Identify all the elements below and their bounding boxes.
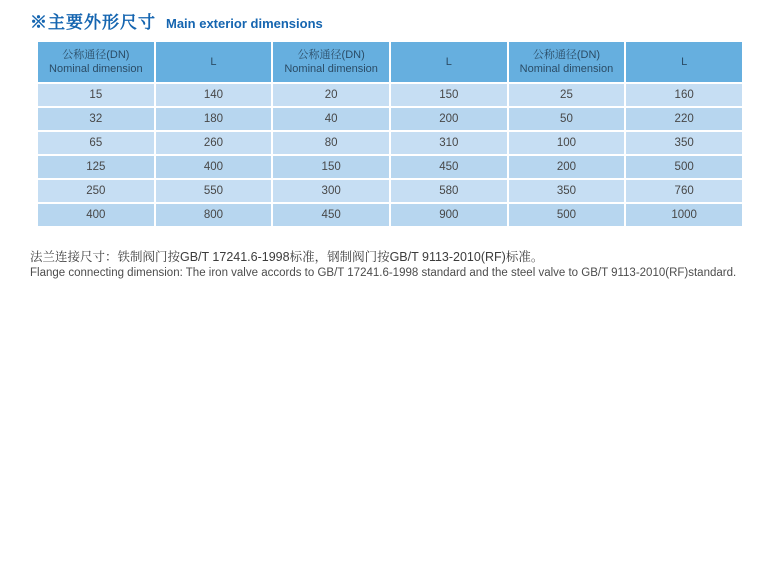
header-cell-nominal bbox=[272, 41, 390, 83]
table-cell: 32 bbox=[37, 107, 155, 131]
table-cell: 310 bbox=[390, 131, 508, 155]
table-cell: 500 bbox=[508, 203, 626, 227]
table-row bbox=[37, 83, 743, 107]
table-cell: 760 bbox=[625, 179, 743, 203]
table-cell: 450 bbox=[390, 155, 508, 179]
table-cell: 900 bbox=[390, 203, 508, 227]
section-title-english: Main exterior dimensions bbox=[166, 16, 323, 31]
header-label-en: Nominal dimension bbox=[284, 63, 378, 75]
footnote-english: Flange connecting dimension: The iron valve accords to GB/T 17241.6-1998 standard and the steel valve to GB/T 9113-2010(RF)standard. bbox=[30, 267, 737, 279]
header-cell-nominal bbox=[508, 41, 626, 83]
header-label-cn: 公称通径(DN) bbox=[297, 49, 365, 61]
table-cell: 350 bbox=[508, 179, 626, 203]
table-row bbox=[37, 155, 743, 179]
table-cell: 1000 bbox=[625, 203, 743, 227]
table-cell: 160 bbox=[625, 83, 743, 107]
flange-footnote bbox=[30, 249, 760, 281]
table-cell: 550 bbox=[155, 179, 273, 203]
table-cell: 140 bbox=[155, 83, 273, 107]
table-cell: 500 bbox=[625, 155, 743, 179]
dimensions-table bbox=[36, 40, 744, 228]
table-cell: 450 bbox=[272, 203, 390, 227]
table-cell: 15 bbox=[37, 83, 155, 107]
table-row bbox=[37, 107, 743, 131]
table-cell: 80 bbox=[272, 131, 390, 155]
table-header-row bbox=[37, 41, 743, 83]
table-cell: 400 bbox=[155, 155, 273, 179]
header-cell-nominal bbox=[37, 41, 155, 83]
table-cell: 150 bbox=[272, 155, 390, 179]
table-cell: 40 bbox=[272, 107, 390, 131]
header-label-l: L bbox=[445, 56, 452, 68]
table-cell: 400 bbox=[37, 203, 155, 227]
table-cell: 180 bbox=[155, 107, 273, 131]
table-cell: 350 bbox=[625, 131, 743, 155]
table-cell: 25 bbox=[508, 83, 626, 107]
section-title bbox=[30, 8, 323, 33]
table-cell: 250 bbox=[37, 179, 155, 203]
table-cell: 300 bbox=[272, 179, 390, 203]
table-row bbox=[37, 203, 743, 227]
footnote-chinese: 法兰连接尺寸：铁制阀门按GB/T 17241.6-1998标准，钢制阀门按GB/T 9113-2010(RF)标准。 bbox=[30, 250, 544, 264]
header-label-en: Nominal dimension bbox=[519, 63, 614, 75]
table-cell: 100 bbox=[508, 131, 626, 155]
header-label-l: L bbox=[681, 56, 688, 68]
table-cell: 200 bbox=[508, 155, 626, 179]
header-cell-l bbox=[390, 41, 508, 83]
table-cell: 580 bbox=[390, 179, 508, 203]
table-cell: 50 bbox=[508, 107, 626, 131]
table-cell: 125 bbox=[37, 155, 155, 179]
header-label-l: L bbox=[210, 56, 217, 68]
table-cell: 260 bbox=[155, 131, 273, 155]
table-cell: 800 bbox=[155, 203, 273, 227]
table-cell: 200 bbox=[390, 107, 508, 131]
table-header bbox=[37, 41, 743, 83]
section-title-chinese: ※主要外形尺寸 bbox=[30, 13, 156, 32]
table-cell: 150 bbox=[390, 83, 508, 107]
table-row bbox=[37, 179, 743, 203]
table-cell: 220 bbox=[625, 107, 743, 131]
header-label-cn: 公称通径(DN) bbox=[532, 49, 601, 61]
header-cell-l bbox=[625, 41, 743, 83]
header-label-cn: 公称通径(DN) bbox=[62, 49, 130, 61]
table-cell: 20 bbox=[272, 83, 390, 107]
header-label-en: Nominal dimension bbox=[49, 63, 143, 75]
header-cell-l bbox=[155, 41, 273, 83]
table-cell: 65 bbox=[37, 131, 155, 155]
table-row bbox=[37, 131, 743, 155]
table-body bbox=[37, 83, 743, 227]
